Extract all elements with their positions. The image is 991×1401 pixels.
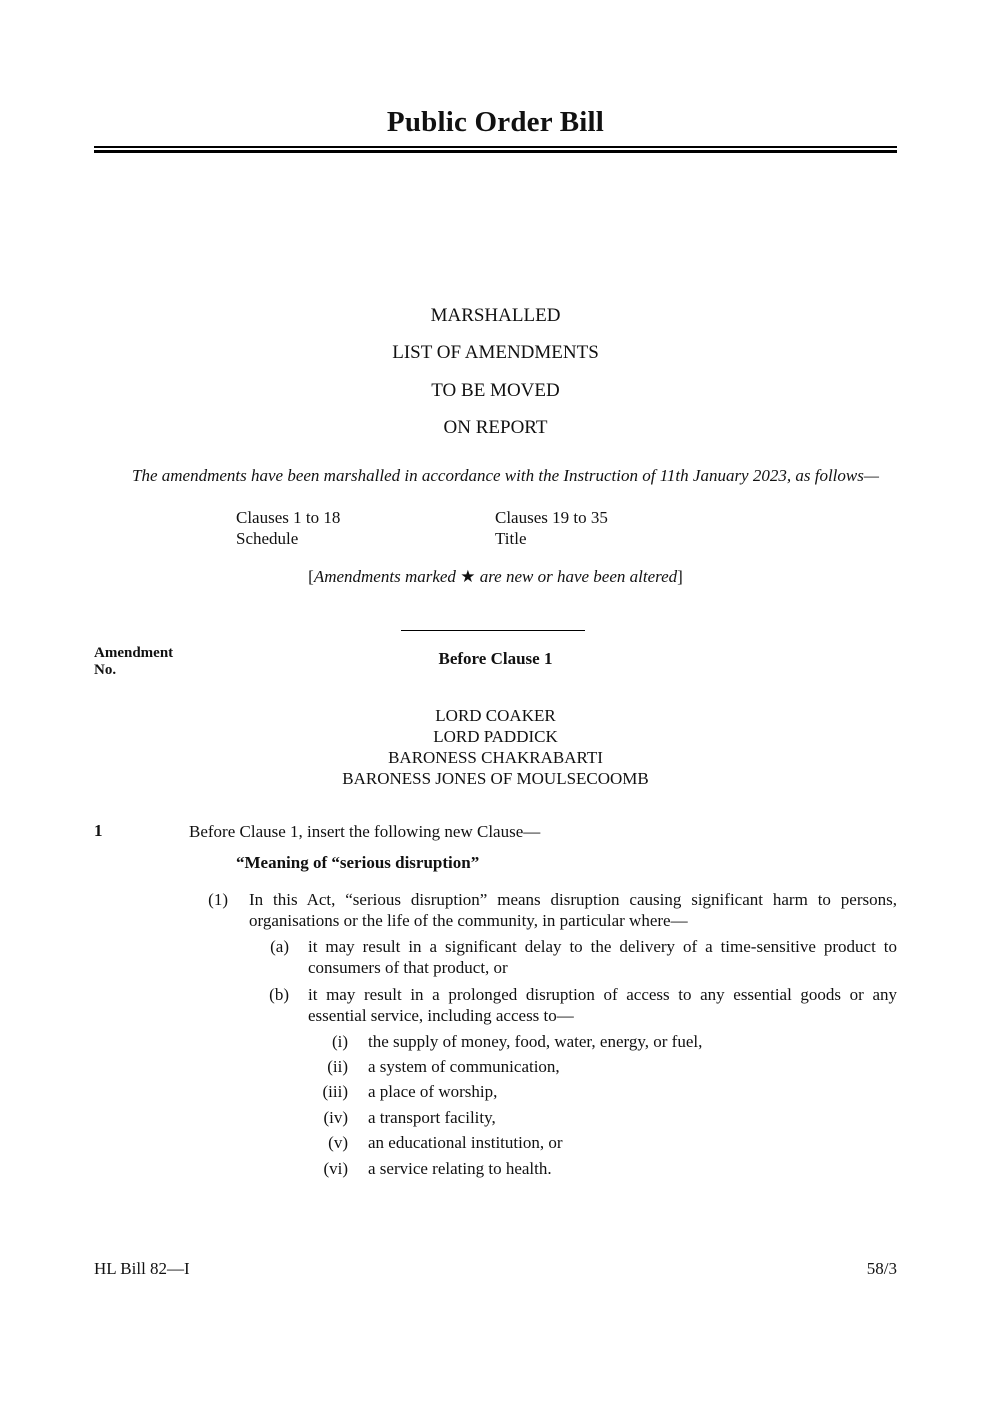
title-rule-thin xyxy=(94,146,897,148)
subparagraph-text: the supply of money, food, water, energy, or fuel, xyxy=(368,1032,703,1051)
page-reference: 58/3 xyxy=(866,1259,897,1278)
new-clause-title: “Meaning of “serious disruption” xyxy=(236,853,480,872)
subparagraph-number: (vi) xyxy=(323,1159,348,1178)
star-note xyxy=(94,567,897,587)
heading-line-3: TO BE MOVED xyxy=(431,380,560,401)
subparagraph-text: a service relating to health. xyxy=(368,1159,552,1178)
order-item: Clauses 1 to 18 xyxy=(236,508,341,527)
bracket-close: ] xyxy=(677,567,683,586)
amendment-number: 1 xyxy=(94,821,103,840)
section-heading: Before Clause 1 xyxy=(438,649,553,668)
subparagraph-number: (iv) xyxy=(323,1108,348,1127)
note-text-before: Amendments marked xyxy=(313,567,456,586)
sponsor-name: BARONESS JONES OF MOULSECOOMB xyxy=(342,769,649,788)
title-rule-thick xyxy=(94,150,897,153)
paragraph-text: it may result in a significant delay to the delivery of a time-sensitive product to consumers of that product, or xyxy=(308,937,897,977)
subsection-number: (1) xyxy=(208,890,228,909)
order-item: Clauses 19 to 35 xyxy=(495,508,608,527)
heading-line-4: ON REPORT xyxy=(443,417,548,438)
star-icon: ★ xyxy=(460,567,476,586)
subparagraph-text: a system of communication, xyxy=(368,1057,560,1076)
amendment-label-line: No. xyxy=(94,662,117,678)
document-title: Public Order Bill xyxy=(386,106,605,138)
subparagraph-text: an educational institution, or xyxy=(368,1133,563,1152)
sponsor-name: LORD PADDICK xyxy=(433,727,558,746)
sponsor-name: BARONESS CHAKRABARTI xyxy=(388,748,603,767)
sponsor-name: LORD COAKER xyxy=(435,706,556,725)
bracket-open: [ xyxy=(308,567,314,586)
paragraph-number: (a) xyxy=(270,937,289,956)
subparagraph-number: (v) xyxy=(328,1133,348,1152)
sponsor-list xyxy=(94,705,897,789)
heading-line-1: MARSHALLED xyxy=(430,305,561,326)
bill-reference: HL Bill 82—I xyxy=(94,1259,190,1278)
subparagraph-number: (ii) xyxy=(327,1057,348,1076)
note-text-after: are new or have been altered xyxy=(479,567,678,586)
order-item: Title xyxy=(495,529,527,548)
subparagraph-number: (i) xyxy=(331,1032,348,1051)
intro-text: The amendments have been marshalled in accordance with the Instruction of 11th January 2023, as follows— xyxy=(132,466,879,485)
amendment-instruction: Before Clause 1, insert the following new Clause— xyxy=(189,822,541,841)
heading-line-2: LIST OF AMENDMENTS xyxy=(392,342,599,363)
subparagraph-text: a place of worship, xyxy=(368,1082,498,1101)
paragraph-number: (b) xyxy=(269,985,289,1004)
subparagraph-text: a transport facility, xyxy=(368,1108,496,1127)
subparagraph-number: (iii) xyxy=(322,1082,348,1101)
amendment-label-line: Amendment xyxy=(94,645,174,661)
subsection-text: In this Act, “serious disruption” means disruption causing significant harm to persons, organisations or the life of the community, in particular where— xyxy=(249,890,897,930)
section-divider xyxy=(401,630,585,631)
paragraph-text: it may result in a prolonged disruption of access to any essential goods or any essential service, including access to— xyxy=(308,985,897,1025)
order-item: Schedule xyxy=(236,529,299,548)
